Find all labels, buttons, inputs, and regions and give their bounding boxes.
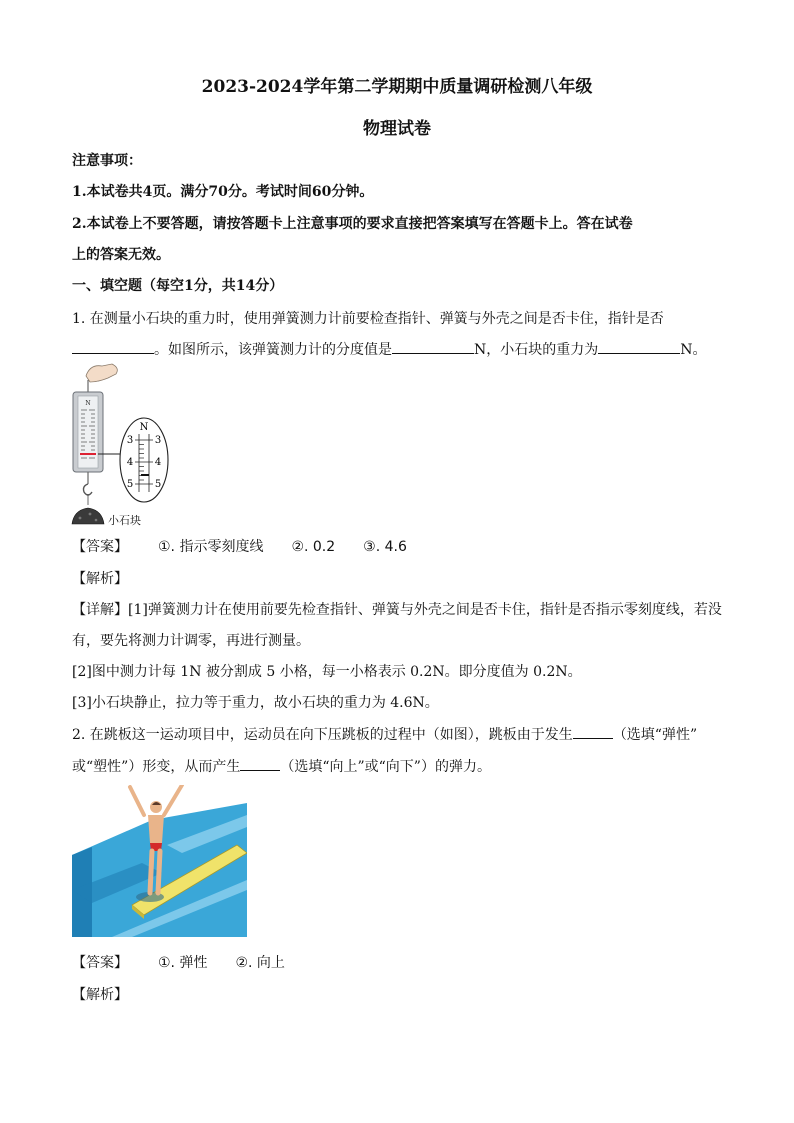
- scale-number-left-5: 5: [126, 479, 134, 490]
- q2-stem-line2: [72, 756, 732, 776]
- scale-pointer-small: [80, 453, 96, 455]
- q1-answer-2: ②. 0.2: [291, 539, 336, 555]
- q1-detail-line2: 有，要先将测力计调零，再进行测量。: [72, 633, 310, 649]
- q1-stem-text-b: N，小石块的重力为: [474, 342, 599, 358]
- q1-detail-line1: 【详解】[1]弹簧测力计在使用前要先检查指针、弹簧与外壳之间是否卡住，指针是否指示零刻度线，若没: [72, 602, 722, 618]
- q1-stem-line1: 1. 在测量小石块的重力时，使用弹簧测力计前要检查指针、弹簧与外壳之间是否卡住，指针是否: [72, 311, 664, 327]
- q1-answer-1: ①. 指示零刻度线: [158, 539, 264, 555]
- q1-blank-1: [72, 339, 154, 354]
- exam-title: 2023-2024学年第二学期期中质量调研检测八年级: [201, 77, 593, 97]
- q1-detail-line4: [3]小石块静止，拉力等于重力，故小石块的重力为 4.6N。: [72, 695, 439, 711]
- scale-number-right-5: 5: [154, 479, 162, 490]
- notice-item-1: 1.本试卷共4页。满分70分。考试时间60分钟。: [72, 184, 374, 200]
- stone-icon: [72, 508, 104, 524]
- q2-stem-text-d: （选填“向上”或“向下”）的弹力。: [280, 759, 491, 775]
- q2-stem-text-b: （选填“弹性”: [612, 727, 698, 743]
- q1-answer-3: ③. 4.6: [363, 539, 407, 555]
- diver-torso: [148, 815, 164, 843]
- q2-analysis-label: 【解析】: [72, 987, 128, 1003]
- q1-stem-text-c: N。: [680, 342, 707, 358]
- diving-board-figure: [72, 785, 247, 937]
- q1-stem-text-a: 。如图所示，该弹簧测力计的分度值是: [154, 342, 392, 358]
- q2-stem-line1: [72, 724, 732, 744]
- section-1-heading: 一、填空题（每空1分，共14分）: [72, 278, 284, 294]
- spring-scale-figure: [68, 360, 188, 530]
- hand-icon: [86, 364, 117, 382]
- diver-right-leg: [158, 851, 160, 893]
- notice-heading: 注意事项：: [72, 153, 142, 169]
- diver-left-leg: [150, 851, 152, 893]
- q1-analysis-label: 【解析】: [72, 571, 128, 587]
- q2-stem-text-c: 或“塑性”）形变，从而产生: [72, 759, 241, 775]
- scale-unit-small: N: [85, 400, 91, 407]
- scale-number-left-3: 3: [126, 435, 134, 446]
- q2-answer-2: ②. 向上: [235, 955, 285, 971]
- q2-blank-2: [240, 756, 280, 771]
- scale-number-right-3: 3: [154, 435, 162, 446]
- q1-answer-row: [72, 536, 732, 556]
- q2-blank-1: [573, 724, 613, 739]
- q1-blank-2: [392, 339, 474, 354]
- scale-hook: [84, 484, 93, 495]
- notice-item-2-line2: 上的答案无效。: [72, 247, 170, 263]
- scale-unit-label: N: [139, 422, 149, 433]
- q2-answer-1: ①. 弹性: [158, 955, 208, 971]
- scale-number-left-4: 4: [126, 457, 134, 468]
- q1-detail-line3: [2]图中测力计每 1N 被分割成 5 小格，每一小格表示 0.2N。即分度值为 0.2N。: [72, 664, 582, 680]
- exam-subtitle: 物理试卷: [363, 119, 431, 139]
- scale-number-right-4: 4: [154, 457, 162, 468]
- q1-answer-label: 【答案】: [72, 539, 128, 555]
- stone-label: 小石块: [108, 514, 141, 527]
- notice-item-2-line1: 2.本试卷上不要答题，请按答题卡上注意事项的要求直接把答案填写在答题卡上。答在试卷: [72, 216, 633, 232]
- q2-stem-text-a: 2. 在跳板这一运动项目中，运动员在向下压跳板的过程中（如图），跳板由于发生: [72, 727, 573, 743]
- q1-blank-3: [598, 339, 680, 354]
- q2-answer-label: 【答案】: [72, 955, 128, 971]
- q1-stem-line2: [72, 339, 732, 359]
- q2-answer-row: [72, 952, 732, 972]
